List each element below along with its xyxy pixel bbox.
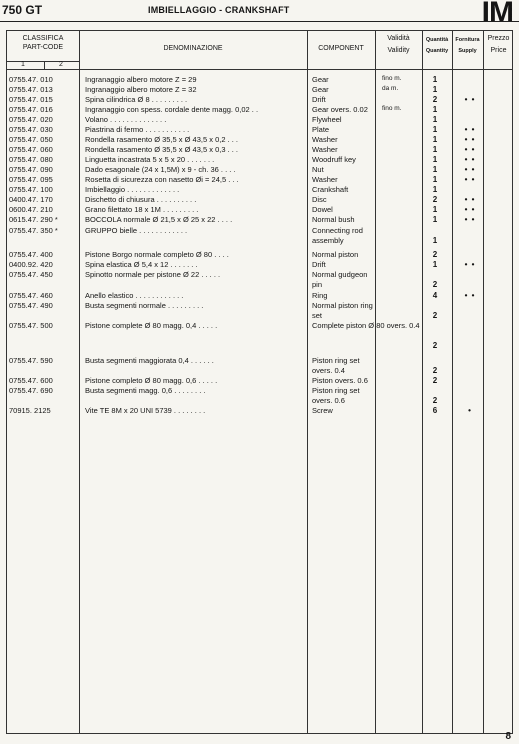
component-cell: Connecting rod assembly — [312, 226, 363, 246]
quantity-cell: 1 — [432, 85, 438, 94]
part-code-cell: 0755.47. 013 — [9, 85, 53, 94]
component-cell: Normal piston ring set — [312, 301, 373, 321]
component-cell: Plate — [312, 125, 330, 134]
header-divider — [7, 69, 512, 70]
description-cell: Vite TE 8M x 20 UNI 5739 . . . . . . . . — [85, 406, 206, 415]
validity-cell: fino m. — [382, 105, 402, 112]
component-cell: Flywheel — [312, 115, 342, 124]
column-divider — [307, 31, 308, 733]
quantity-cell: 2 — [432, 250, 438, 259]
column-divider — [452, 31, 453, 733]
quantity-cell: 2 — [432, 366, 438, 375]
description-cell: Busta segmenti magg. 0,6 . . . . . . . . — [85, 386, 206, 395]
page-number: 8 — [505, 731, 511, 742]
component-cell: Gear — [312, 75, 329, 84]
description-cell: Ingranaggio albero motore Z = 32 — [85, 85, 197, 94]
part-code-cell: 0615.47. 290 * — [9, 215, 58, 224]
parts-table — [6, 30, 513, 734]
supply-cell: • • — [464, 165, 476, 174]
col-component: COMPONENT — [318, 45, 364, 52]
description-cell: Rondella rasamento Ø 35,5 x Ø 43,5 x 0,2 . . . — [85, 135, 238, 144]
col-prezzo: Prezzo — [487, 35, 510, 42]
part-code-cell: 0755.47. 030 — [9, 125, 53, 134]
component-cell: Dowel — [312, 205, 333, 214]
quantity-cell: 1 — [432, 125, 438, 134]
description-cell: BOCCOLA normale Ø 21,5 x Ø 25 x 22 . . . . — [85, 215, 233, 224]
quantity-cell: 2 — [432, 280, 438, 289]
quantity-cell: 2 — [432, 376, 438, 385]
part-code-cell: 0755.47. 080 — [9, 155, 53, 164]
component-cell: Piston ring set overs. 0.6 — [312, 386, 360, 406]
description-cell: Anello elastico . . . . . . . . . . . . — [85, 291, 184, 300]
quantity-cell: 1 — [432, 75, 438, 84]
component-cell: Gear overs. 0.02 — [312, 105, 368, 114]
quantity-cell: 2 — [432, 396, 438, 405]
part-code-cell: 0600.47. 210 — [9, 205, 53, 214]
component-cell: Gear — [312, 85, 329, 94]
component-cell: Piston overs. 0.6 — [312, 376, 368, 385]
part-code-cell: 0755.47. 050 — [9, 135, 53, 144]
component-cell: Disc — [312, 195, 327, 204]
component-cell: Drift — [312, 95, 326, 104]
description-cell: Rosetta di sicurezza con nasetto Øi = 24,5 . . . — [85, 175, 239, 184]
part-code-cell: 0755.47. 500 — [9, 321, 53, 330]
description-cell: Ingranaggio con spess. cordale dente magg. 0,02 . . — [85, 105, 259, 114]
description-cell: Spina elastica Ø 5,4 x 12 . . . . . . . — [85, 260, 198, 269]
description-cell: Pistone completo Ø 80 magg. 0,6 . . . . . — [85, 376, 218, 385]
col-quantity: Quantity — [425, 48, 449, 54]
part-code-cell: 0400.47. 170 — [9, 195, 53, 204]
description-cell: Spinotto normale per pistone Ø 22 . . . . . — [85, 270, 221, 279]
quantity-cell: 1 — [432, 175, 438, 184]
quantity-cell: 1 — [432, 145, 438, 154]
quantity-cell: 1 — [432, 105, 438, 114]
component-cell: Crankshaft — [312, 185, 349, 194]
col-denominazione: DENOMINAZIONE — [163, 45, 223, 52]
supply-cell: • • — [464, 291, 476, 300]
supply-cell: • • — [464, 260, 476, 269]
quantity-cell: 2 — [432, 311, 438, 320]
part-code-cell: 0755.47. 600 — [9, 376, 53, 385]
component-cell: Normal bush — [312, 215, 355, 224]
col-fornitura: Fornitura — [455, 37, 480, 43]
description-cell: Busta segmenti normale . . . . . . . . . — [85, 301, 204, 310]
quantity-cell: 1 — [432, 236, 438, 245]
component-cell: Complete piston Ø 80 overs. 0.4 — [312, 321, 420, 330]
subcolumn-divider — [44, 61, 45, 69]
description-cell: Imbiellaggio . . . . . . . . . . . . . — [85, 185, 180, 194]
supply-cell: • • — [464, 125, 476, 134]
component-cell: Piston ring set overs. 0.4 — [312, 356, 360, 376]
section-code: IM — [481, 0, 513, 29]
supply-cell: • • — [464, 195, 476, 204]
supply-cell: • • — [464, 215, 476, 224]
description-cell: Piastrina di fermo . . . . . . . . . . . — [85, 125, 190, 134]
description-cell: Spina cilindrica Ø 8 . . . . . . . . . — [85, 95, 188, 104]
column-divider — [79, 31, 80, 733]
supply-cell: • • — [464, 95, 476, 104]
description-cell: Dischetto di chiusura . . . . . . . . . . — [85, 195, 197, 204]
component-cell: Washer — [312, 145, 338, 154]
part-code-cell: 0755.47. 010 — [9, 75, 53, 84]
quantity-cell: 4 — [432, 291, 438, 300]
quantity-cell: 6 — [432, 406, 438, 415]
part-code-cell: 0755.47. 016 — [9, 105, 53, 114]
col-validita: Validità — [387, 35, 410, 42]
description-cell: Ingranaggio albero motore Z = 29 — [85, 75, 197, 84]
column-divider — [483, 31, 484, 733]
component-cell: Washer — [312, 135, 338, 144]
component-cell: Normal gudgeon pin — [312, 270, 368, 290]
section-title: IMBIELLAGGIO - CRANKSHAFT — [148, 5, 290, 15]
part-code-cell: 0755.47. 590 — [9, 356, 53, 365]
supply-cell: • — [468, 406, 472, 415]
quantity-cell: 1 — [432, 215, 438, 224]
supply-cell: • • — [464, 135, 476, 144]
quantity-cell: 1 — [432, 135, 438, 144]
component-cell: Woodruff key — [312, 155, 356, 164]
col-validity: Validity — [387, 47, 410, 54]
quantity-cell: 2 — [432, 341, 438, 350]
description-cell: Grano filettato 18 x 1M . . . . . . . . . — [85, 205, 199, 214]
description-cell: Volano . . . . . . . . . . . . . . — [85, 115, 167, 124]
description-cell: Pistone complete Ø 80 magg. 0,4 . . . . . — [85, 321, 218, 330]
description-cell: Dado esagonale (24 x 1,5M) x 9 - ch. 36 . . . . — [85, 165, 236, 174]
col-sub-1: 1 — [21, 61, 25, 68]
header-rule — [0, 21, 519, 22]
component-cell: Washer — [312, 175, 338, 184]
component-cell: Ring — [312, 291, 328, 300]
component-cell: Screw — [312, 406, 333, 415]
part-code-cell: 70915. 2125 — [9, 406, 51, 415]
supply-cell: • • — [464, 145, 476, 154]
part-code-cell: 0755.47. 400 — [9, 250, 53, 259]
component-cell: Normal piston — [312, 250, 359, 259]
part-code-cell: 0755.47. 450 — [9, 270, 53, 279]
part-code-cell: 0755.47. 090 — [9, 165, 53, 174]
quantity-cell: 1 — [432, 115, 438, 124]
part-code-cell: 0755.47. 350 * — [9, 226, 58, 235]
description-cell: Pistone Borgo normale completo Ø 80 . . . . — [85, 250, 229, 259]
validity-cell: da m. — [382, 85, 399, 92]
quantity-cell: 1 — [432, 155, 438, 164]
supply-cell: • • — [464, 175, 476, 184]
part-code-cell: 0755.47. 460 — [9, 291, 53, 300]
component-cell: Nut — [312, 165, 324, 174]
col-price: Price — [490, 47, 507, 54]
validity-cell: fino m. — [382, 75, 402, 82]
quantity-cell: 1 — [432, 165, 438, 174]
supply-cell: • • — [464, 205, 476, 214]
column-divider — [375, 31, 376, 733]
col-classifica: CLASSIFICA — [22, 35, 64, 42]
part-code-cell: 0755.47. 015 — [9, 95, 53, 104]
col-supply: Supply — [458, 48, 477, 54]
part-code-cell: 0755.47. 490 — [9, 301, 53, 310]
part-code-cell: 0755.47. 060 — [9, 145, 53, 154]
col-quantita: Quantità — [425, 37, 449, 43]
description-cell: Busta segmenti maggiorata 0,4 . . . . . . — [85, 356, 214, 365]
model-title: 750 GT — [2, 3, 43, 17]
quantity-cell: 2 — [432, 95, 438, 104]
component-cell: Drift — [312, 260, 326, 269]
column-divider — [422, 31, 423, 733]
part-code-cell: 0755.47. 095 — [9, 175, 53, 184]
subheader-divider — [7, 61, 79, 62]
quantity-cell: 1 — [432, 205, 438, 214]
part-code-cell: 0755.47. 020 — [9, 115, 53, 124]
description-cell: Rondella rasamento Ø 35,5 x Ø 43,5 x 0,3 . . . — [85, 145, 238, 154]
part-code-cell: 0400.92. 420 — [9, 260, 53, 269]
description-cell: Linguetta incastrata 5 x 5 x 20 . . . . . . . — [85, 155, 215, 164]
part-code-cell: 0755.47. 100 — [9, 185, 53, 194]
col-sub-2: 2 — [59, 61, 63, 68]
quantity-cell: 1 — [432, 260, 438, 269]
quantity-cell: 1 — [432, 185, 438, 194]
description-cell: GRUPPO bielle . . . . . . . . . . . . — [85, 226, 188, 235]
part-code-cell: 0755.47. 690 — [9, 386, 53, 395]
supply-cell: • • — [464, 155, 476, 164]
col-part-code: PART-CODE — [22, 44, 64, 51]
quantity-cell: 2 — [432, 195, 438, 204]
